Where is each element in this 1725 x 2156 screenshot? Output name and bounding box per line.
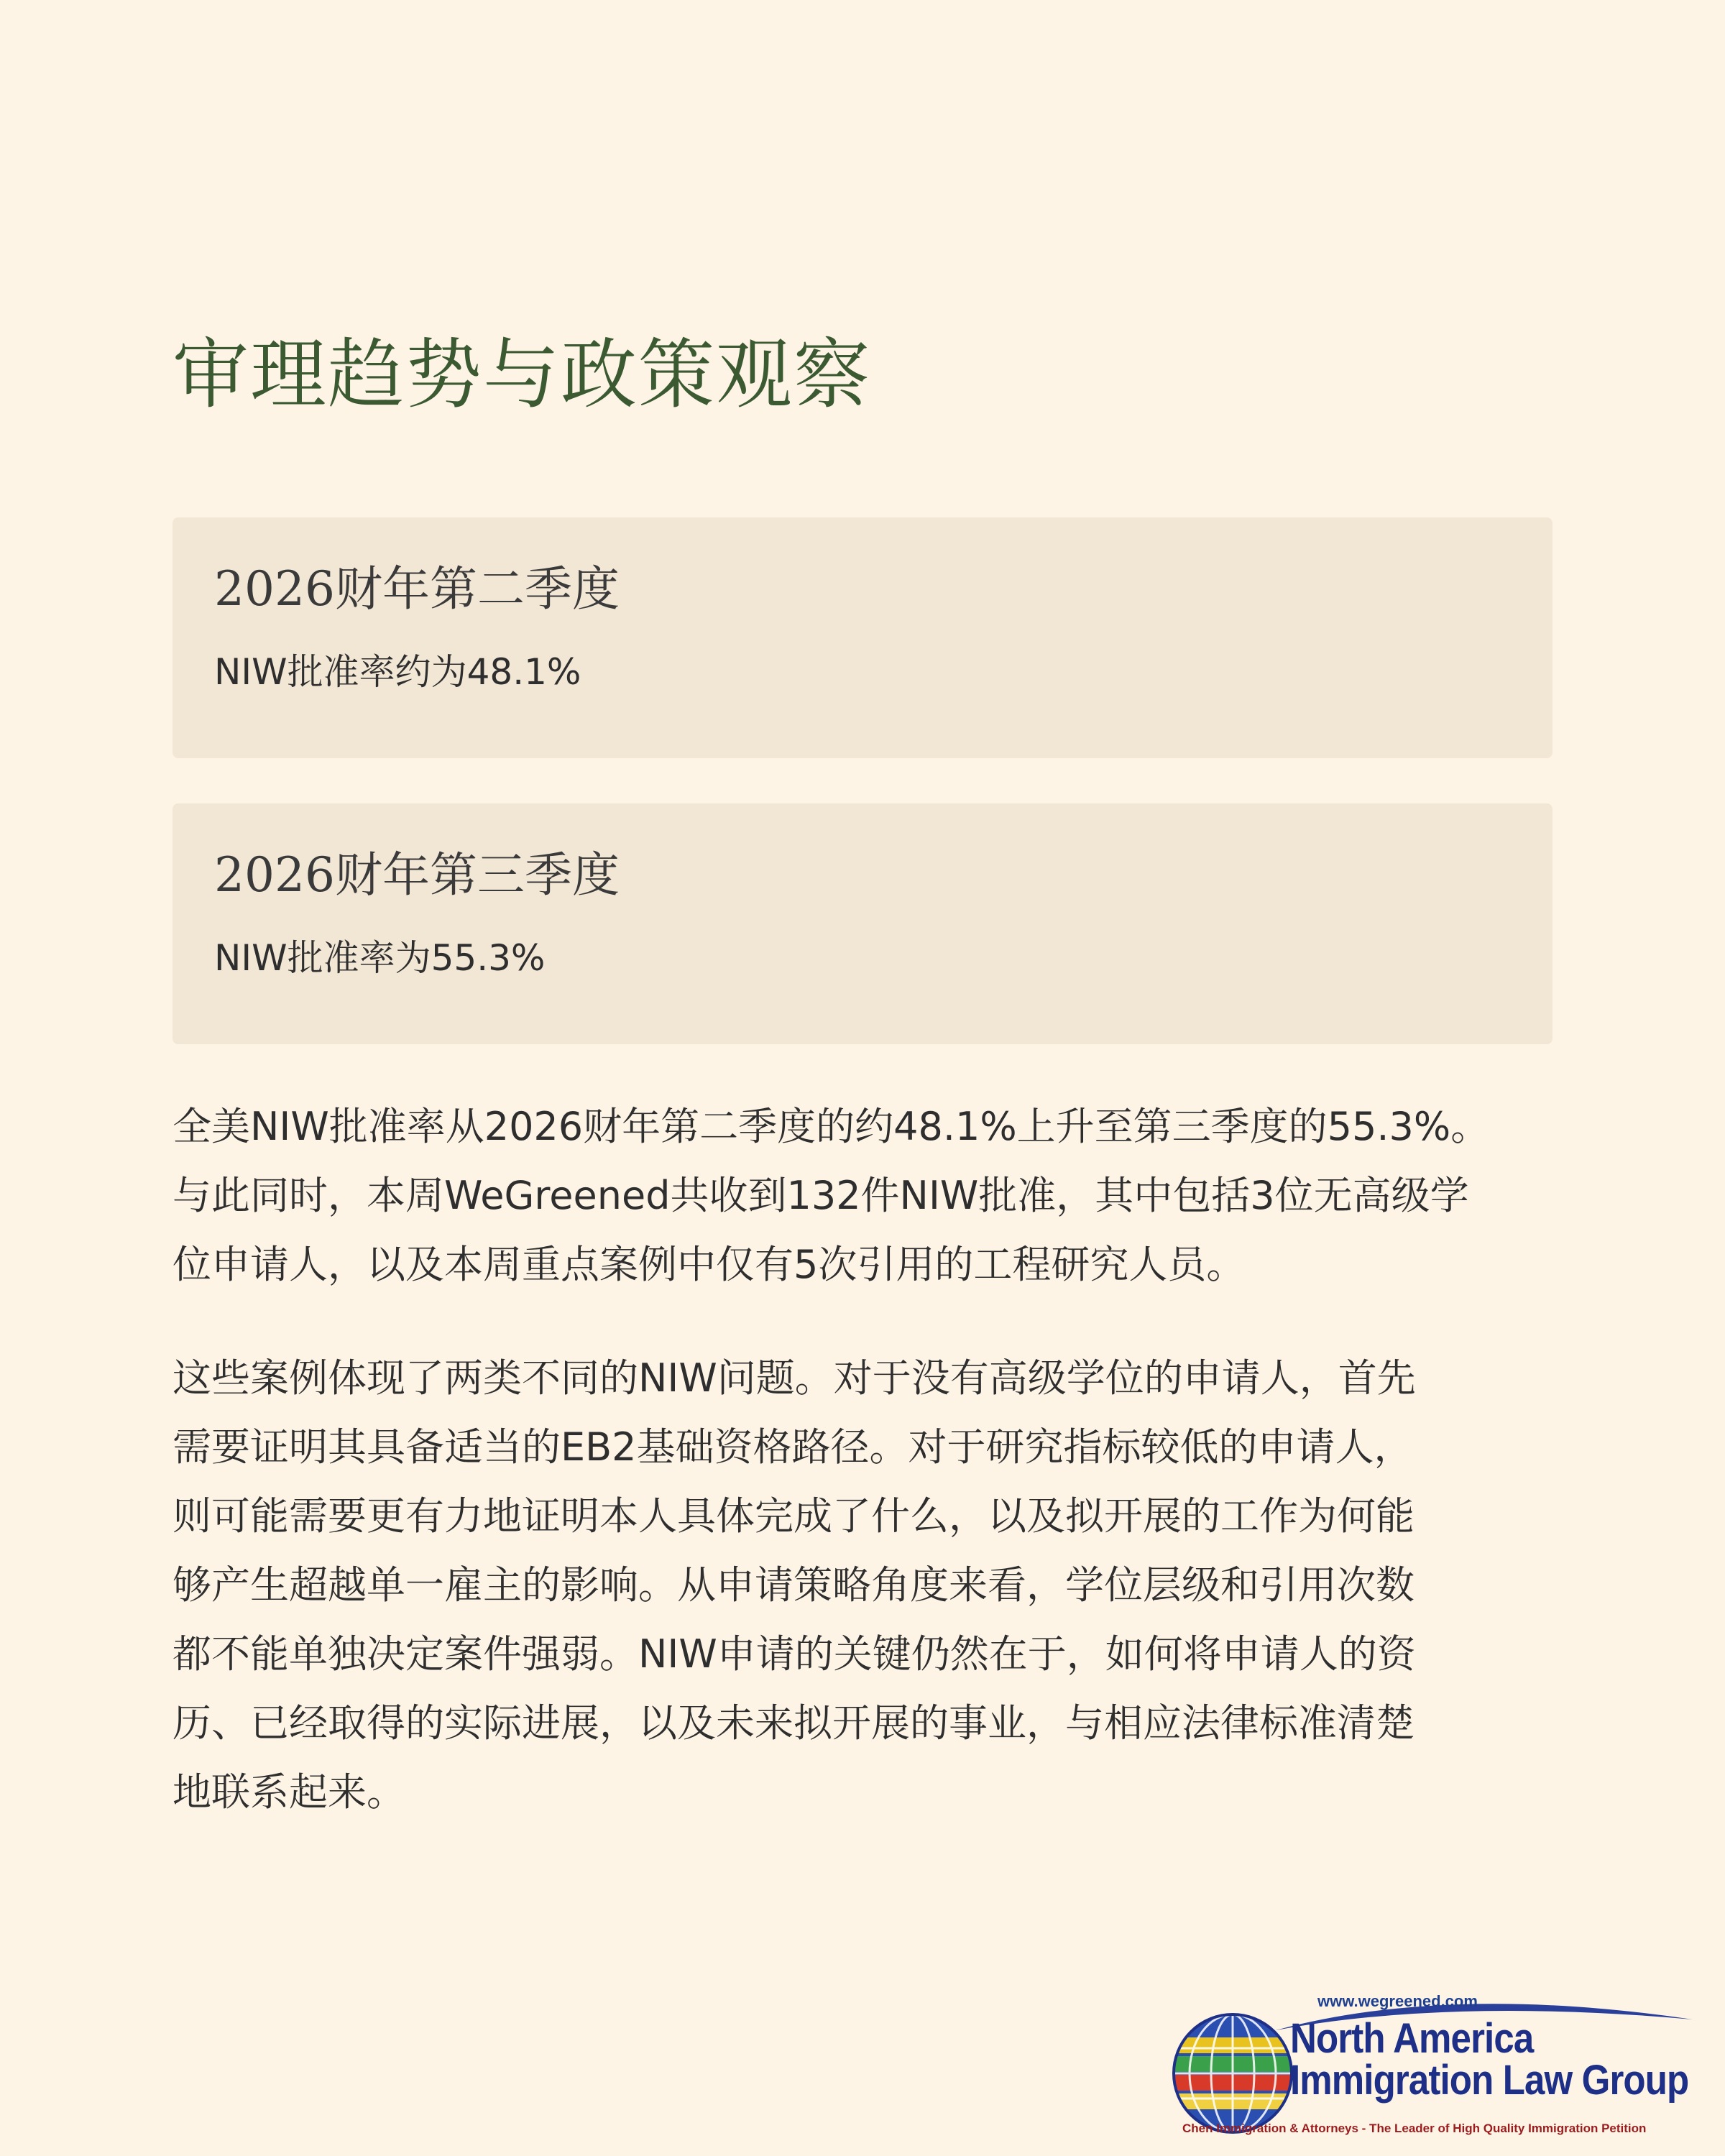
body-paragraph-1: [172, 1092, 1552, 1299]
logo-name-line-1: North America: [1290, 2015, 1534, 2062]
stat-card-title: 2026财年第三季度: [214, 847, 620, 903]
page-title: 审理趋势与政策观察: [172, 331, 871, 419]
stat-card-text: NIW批准率为55.3%: [214, 937, 546, 979]
paragraph-line: 历、已经取得的实际进展，以及未来拟开展的事业，与相应法律标准清楚: [172, 1700, 1414, 1746]
body-paragraph-2: [172, 1344, 1552, 1827]
logo-tagline: Chen Immigration & Attorneys - The Leader of High Quality Immigration Petition: [1182, 2122, 1647, 2135]
stat-card-title: 2026财年第二季度: [214, 561, 620, 617]
stat-card-q3: [172, 803, 1552, 1044]
paragraph-line: 位申请人，以及本周重点案例中仅有5次引用的工程研究人员。: [172, 1242, 1246, 1287]
stat-card-text: NIW批准率约为48.1%: [214, 651, 581, 693]
company-logo: [1161, 1991, 1707, 2145]
paragraph-line: 则可能需要更有力地证明本人具体完成了什么，以及拟开展的工作为何能: [172, 1493, 1414, 1539]
paragraph-line: 全美NIW批准率从2026财年第二季度的约48.1%上升至第三季度的55.3%。: [172, 1104, 1490, 1149]
paragraph-line: 地联系起来。: [172, 1769, 405, 1815]
logo-url: www.wegreened.com: [1317, 1992, 1478, 2010]
stat-card-q2: [172, 517, 1552, 758]
paragraph-line: 需要证明其具备适当的EB2基础资格路径。对于研究指标较低的申请人，: [172, 1424, 1413, 1470]
paragraph-line: 够产生超越单一雇主的影响。从申请策略角度来看，学位层级和引用次数: [172, 1562, 1414, 1608]
paragraph-line: 与此同时，本周WeGreened共收到132件NIW批准，其中包括3位无高级学: [172, 1173, 1469, 1218]
paragraph-line: 都不能单独决定案件强弱。NIW申请的关键仍然在于，如何将申请人的资: [172, 1631, 1416, 1677]
globe-icon: [1168, 2009, 1297, 2138]
logo-name-line-2: Immigration Law Group: [1290, 2057, 1689, 2104]
paragraph-line: 这些案例体现了两类不同的NIW问题。对于没有高级学位的申请人，首先: [172, 1355, 1416, 1401]
